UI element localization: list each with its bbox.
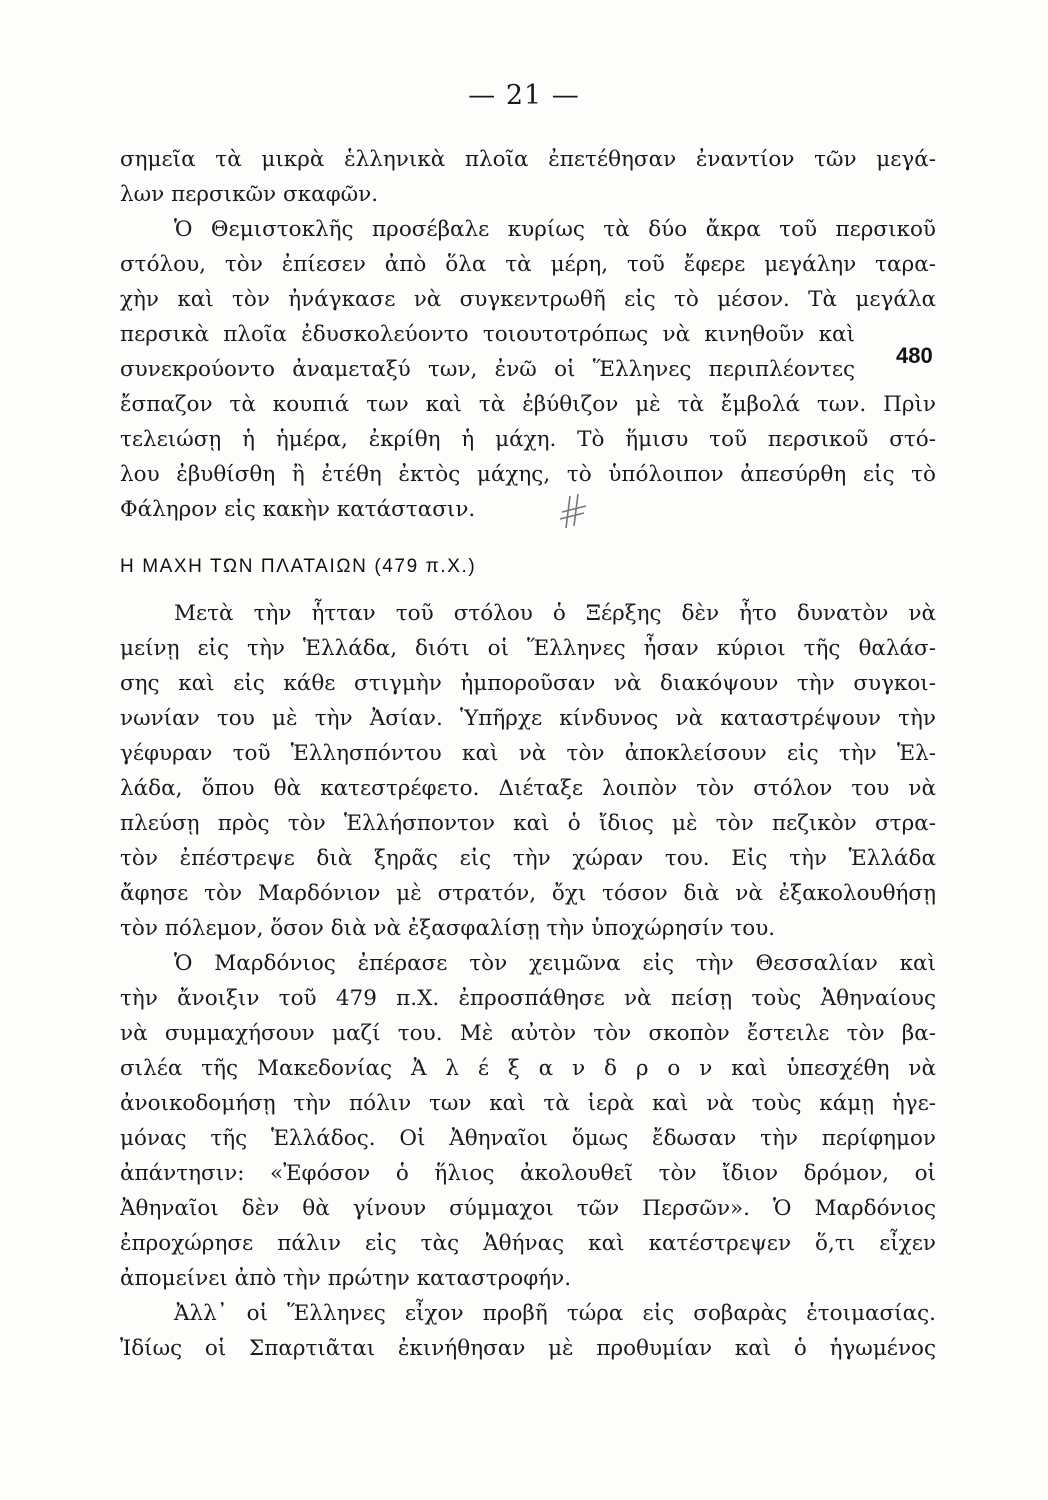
text-line: τελειώσῃ ἡ ἡμέρα, ἐκρίθη ἡ μάχη. Τὸ ἥμισυ τοῦ περσικοῦ στό- <box>120 427 936 452</box>
text-line: μείνῃ εἰς τὴν Ἑλλάδα, διότι οἱ Ἕλληνες ἦσαν κύριοι τῆς θαλάσ- <box>120 636 936 661</box>
text-line: Ἀλλ᾿ οἱ Ἕλληνες εἶχον προβῆ τώρα εἰς σοβαρὰς ἑτοιμασίας. <box>174 1301 936 1326</box>
text-line: ἀπάντησιν: «Ἐφόσον ὁ ἥλιος ἀκολουθεῖ τὸν ἴδιον δρόμον, οἱ <box>120 1161 936 1186</box>
text-line: γέφυραν τοῦ Ἑλλησπόντου καὶ νὰ τὸν ἀποκλείσουν εἰς τὴν Ἑλ- <box>120 741 936 766</box>
text-line: περσικὰ πλοῖα ἐδυσκολεύοντο τοιουτοτρόπως νὰ κινηθοῦν καὶ <box>120 322 855 347</box>
text-line: πλεύσῃ πρὸς τὸν Ἑλλήσποντον καὶ ὁ ἴδιος μὲ τὸν πεζικὸν στρα- <box>120 811 936 836</box>
text-line: σιλέα τῆς Μακεδονίας Ἀ λ έ ξ α ν δ ρ ο ν καὶ ὑπεσχέθη νὰ <box>120 1056 936 1081</box>
pen-mark-icon <box>556 492 590 532</box>
text-line: Ἰδίως οἱ Σπαρτιᾶται ἐκινήθησαν μὲ προθυμίαν καὶ ὁ ἡγωμένος <box>120 1336 936 1361</box>
text-line: τὸν πόλεμον, ὅσον διὰ νὰ ἐξασφαλίσῃ τὴν ὑποχώρησίν του. <box>120 916 776 941</box>
text-line: λων περσικῶν σκαφῶν. <box>120 182 379 207</box>
text-line: Μετὰ τὴν ἧτταν τοῦ στόλου ὁ Ξέρξης δὲν ἦτο δυνατὸν νὰ <box>174 601 936 626</box>
text-line: στόλου, τὸν ἐπίεσεν ἀπὸ ὅλα τὰ μέρη, τοῦ ἔφερε μεγάλην ταρα- <box>120 252 936 277</box>
text-line: Ὁ Θεμιστοκλῆς προσέβαλε κυρίως τὰ δύο ἄκρα τοῦ περσικοῦ <box>174 217 936 242</box>
text-line: σημεῖα τὰ μικρὰ ἑλληνικὰ πλοῖα ἐπετέθησαν ἐναντίον τῶν μεγά- <box>120 147 936 172</box>
text-line: τὴν ἄνοιξιν τοῦ 479 π.Χ. ἐπροσπάθησε νὰ πείσῃ τοὺς Ἀθηναίους <box>120 986 936 1011</box>
text-line: Ἀθηναῖοι δὲν θὰ γίνουν σύμμαχοι τῶν Περσῶν». Ὁ Μαρδόνιος <box>120 1196 936 1221</box>
margin-year-note: 480 <box>896 343 933 368</box>
text-line: συνεκρούοντο ἀναμεταξύ των, ἐνῶ οἱ Ἕλληνες περιπλέοντες <box>120 357 855 382</box>
text-line: νωνίαν του μὲ τὴν Ἀσίαν. Ὑπῆρχε κίνδυνος νὰ καταστρέψουν τὴν <box>120 706 936 731</box>
text-line: ἐπροχώρησε πάλιν εἰς τὰς Ἀθήνας καὶ κατέστρεψεν ὅ,τι εἶχεν <box>120 1231 936 1256</box>
text-line: νὰ συμμαχήσουν μαζί του. Μὲ αὐτὸν τὸν σκοπὸν ἔστειλε τὸν βα- <box>120 1021 936 1046</box>
text-line: ἄφησε τὸν Μαρδόνιον μὲ στρατόν, ὄχι τόσον διὰ νὰ ἐξακολουθήσῃ <box>120 881 936 906</box>
text-line: λου ἐβυθίσθη ἢ ἐτέθη ἐκτὸς μάχης, τὸ ὑπόλοιπον ἀπεσύρθη εἰς τὸ <box>120 462 936 487</box>
text-line: λάδα, ὅπου θὰ κατεστρέφετο. Διέταξε λοιπὸν τὸν στόλον του νὰ <box>120 776 936 801</box>
top-text-block <box>120 142 936 527</box>
text-line: ἀπομείνει ἀπὸ τὴν πρώτην καταστροφήν. <box>120 1266 572 1291</box>
text-line: ἔσπαζον τὰ κουπιά των καὶ τὰ ἐβύθιζον μὲ τὰ ἔμβολά των. Πρὶν <box>120 392 936 417</box>
text-line: τὸν ἐπέστρεψε διὰ ξηρᾶς εἰς τὴν χώραν του. Εἰς τὴν Ἑλλάδα <box>120 846 936 871</box>
text-line: ἀνοικοδομήσῃ τὴν πόλιν των καὶ τὰ ἱερὰ καὶ νὰ τοὺς κάμῃ ἡγε- <box>120 1091 936 1116</box>
text-line: χὴν καὶ τὸν ἠνάγκασε νὰ συγκεντρωθῆ εἰς τὸ μέσον. Τὰ μεγάλα <box>120 287 936 312</box>
page-number: — 21 — <box>468 80 580 111</box>
text-line: σης καὶ εἰς κάθε στιγμὴν ἠμποροῦσαν νὰ διακόψουν τὴν συγκοι- <box>120 671 936 696</box>
section-heading: Η ΜΑΧΗ ΤΩΝ ΠΛΑΤΑΙΩΝ (479 π.Χ.) <box>120 556 477 577</box>
text-line: Φάληρον εἰς κακὴν κατάστασιν. <box>120 497 476 522</box>
text-line: μόνας τῆς Ἑλλάδος. Οἱ Ἀθηναῖοι ὅμως ἔδωσαν τὴν περίφημον <box>120 1126 936 1151</box>
main-text-block <box>120 596 936 1366</box>
text-line: Ὁ Μαρδόνιος ἐπέρασε τὸν χειμῶνα εἰς τὴν Θεσσαλίαν καὶ <box>174 951 936 976</box>
